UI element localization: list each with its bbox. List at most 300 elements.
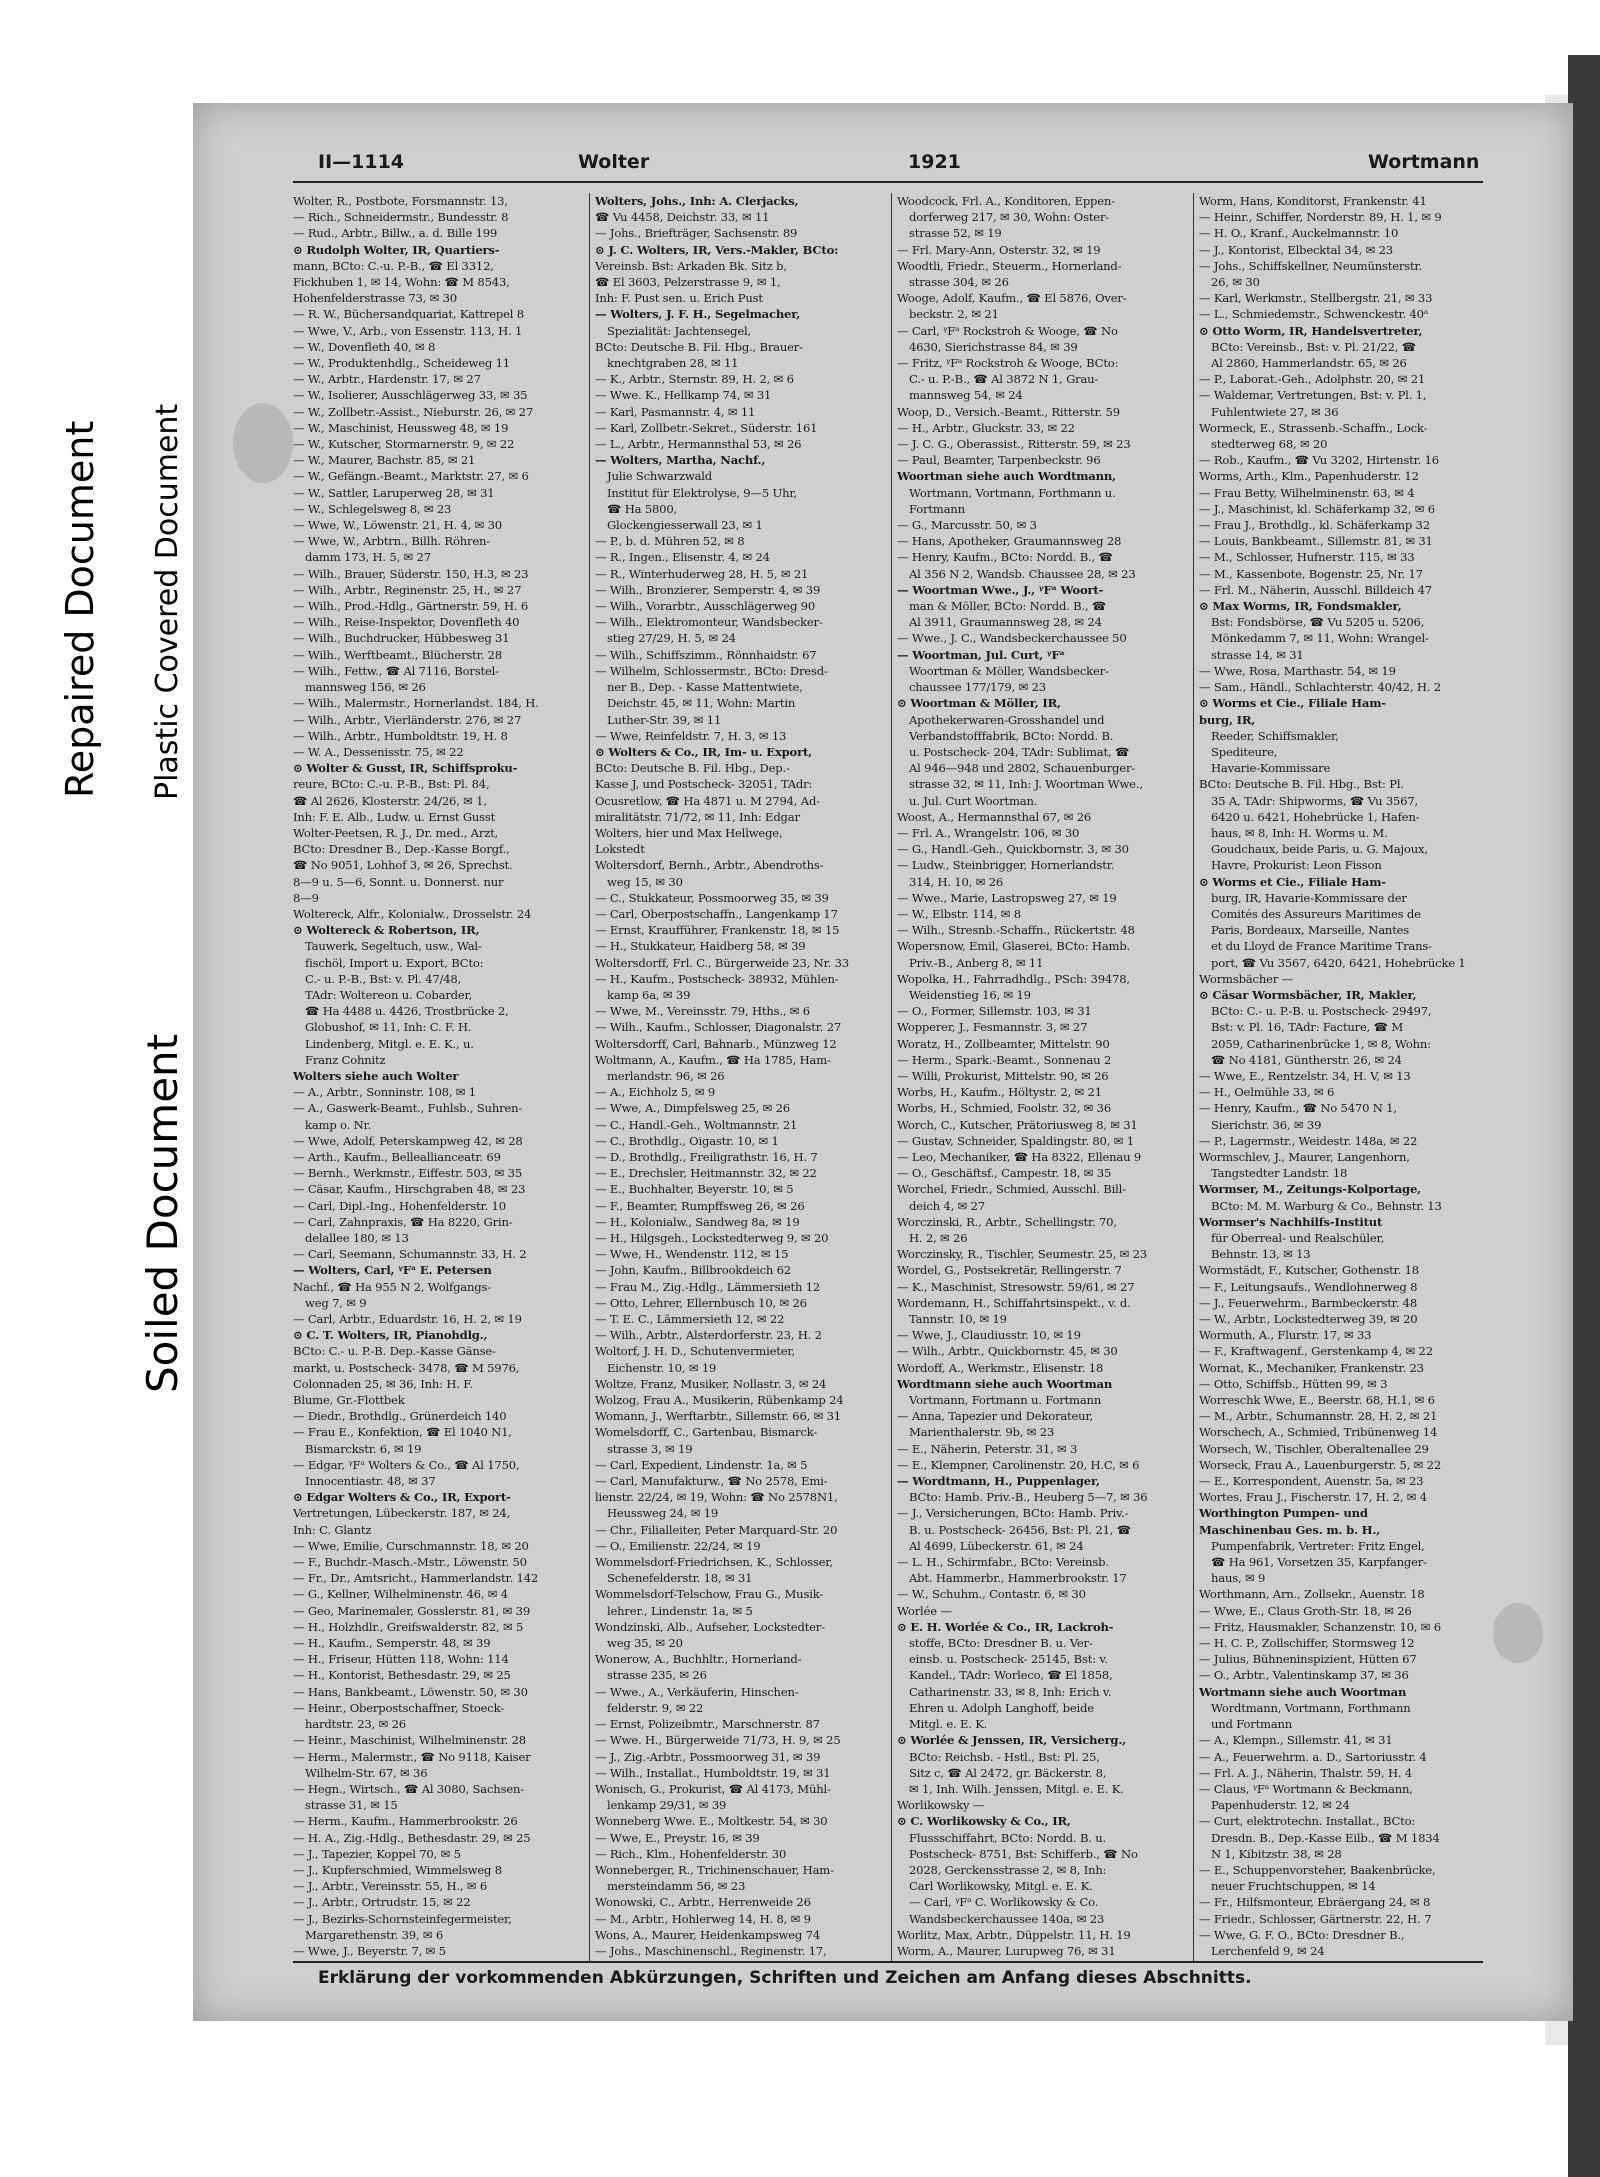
directory-entry: — Cäsar, Kaufm., Hirschgraben 48, ✉ 23	[293, 1182, 526, 1197]
column-2	[595, 193, 885, 1961]
directory-entry: Spediteure,	[1211, 744, 1278, 759]
directory-entry: Al 3911, Graumannsweg 28, ✉ 24	[909, 615, 1102, 630]
directory-entry: — Ernst, Kraufführer, Frankenstr. 18, ✉ 15	[595, 923, 840, 938]
directory-entry: ⊙ Wolters & Co., IR, Im- u. Export,	[595, 744, 812, 759]
header-year: 1921	[908, 151, 961, 173]
directory-entry: port, ☎ Vu 3567, 6420, 6421, Hohebrücke 1	[1211, 955, 1466, 970]
directory-entry: — Wilh., Installat., Humboldtstr. 19, ✉ 31	[595, 1765, 831, 1780]
directory-entry: Woltersdorff, Frl. C., Bürgerweide 23, Nr. 33	[595, 955, 849, 970]
directory-entry: — Henry, Kaufm., ☎ No 5470 N 1,	[1199, 1101, 1397, 1116]
directory-entry: Goudchaux, beide Paris, u. G. Majoux,	[1211, 842, 1428, 857]
directory-entry: — W. A., Dessenisstr. 75, ✉ 22	[293, 744, 464, 759]
directory-entry: — Wilh., Malermstr., Hornerlandst. 184, H.	[293, 696, 539, 711]
directory-entry: — Edgar, ᵞFᵃ Wolters & Co., ☎ Al 1750,	[293, 1457, 520, 1472]
directory-entry: Postscheck- 8751, Bst: Schifferb., ☎ No	[909, 1846, 1138, 1861]
directory-entry: Spezialität: Jachtensegel,	[607, 323, 751, 338]
directory-entry: — Hans, Bankbeamt., Löwenstr. 50, ✉ 30	[293, 1684, 528, 1699]
directory-entry: — Willi, Prokurist, Mittelstr. 90, ✉ 26	[897, 1068, 1109, 1083]
directory-entry: — Louis, Bankbeamt., Sillemstr. 81, ✉ 31	[1199, 534, 1433, 549]
directory-entry: 2028, Gerckensstrasse 2, ✉ 8, Inh:	[909, 1862, 1107, 1877]
directory-entry: ⊙ E. H. Worlée & Co., IR, Lackroh-	[897, 1619, 1114, 1634]
directory-entry: haus, ✉ 9	[1211, 1571, 1266, 1586]
directory-entry: weg 15, ✉ 30	[607, 874, 683, 889]
directory-entry: 2059, Catharinenbrücke 1, ✉ 8, Wohn:	[1211, 1036, 1431, 1051]
directory-entry: — E., Klempner, Carolinenstr. 20, H.C, ✉ 6	[897, 1457, 1140, 1472]
directory-entry: Wondzinski, Alb., Aufseher, Lockstedter-	[595, 1619, 825, 1634]
directory-entry: — Curt, elektrotechn. Installat., BCto:	[1199, 1814, 1416, 1829]
directory-entry: Lindenberg, Mitgl. e. E. K., u.	[305, 1036, 474, 1051]
directory-entry: — Herm., Kaufm., Hammerbrookstr. 26	[293, 1814, 518, 1829]
directory-entry: ☎ No 4181, Güntherstr. 26, ✉ 24	[1211, 1052, 1402, 1067]
directory-entry: — Carl, Expedient, Lindenstr. 1a, ✉ 5	[595, 1457, 808, 1472]
directory-entry: stedterweg 68, ✉ 20	[1211, 437, 1328, 452]
directory-entry: — Heinr., Oberpostschaffner, Stoeck-	[293, 1700, 504, 1715]
directory-entry: 6420 u. 6421, Hohebrücke 1, Hafen-	[1211, 809, 1420, 824]
directory-entry: lenkamp 29/31, ✉ 39	[607, 1798, 727, 1813]
directory-entry: lehrer., Lindenstr. 1a, ✉ 5	[607, 1603, 753, 1618]
directory-entry: — O., Arbtr., Valentinskamp 37, ✉ 36	[1199, 1668, 1409, 1683]
directory-entry: — Wolters, Martha, Nachf.,	[595, 453, 766, 468]
directory-entry: BCto: M. M. Warburg & Co., Behnstr. 13	[1211, 1198, 1442, 1213]
directory-entry: — W., Arbtr., Lockstedterweg 39, ✉ 20	[1199, 1312, 1418, 1327]
directory-entry: — Rob., Kaufm., ☎ Vu 3202, Hirtenstr. 16	[1199, 453, 1439, 468]
directory-entry: — Carl, Manufakturw., ☎ No 2578, Emi-	[595, 1474, 828, 1489]
directory-entry: BCto: Deutsche B. Fil. Hbg., Bst: Pl.	[1199, 777, 1404, 792]
directory-entry: BCto: Deutsche B. Fil. Hbg., Brauer-	[595, 339, 803, 354]
directory-entry: — Hans, Apotheker, Graumannsweg 28	[897, 534, 1122, 549]
directory-entry: Behnstr. 13, ✉ 13	[1211, 1247, 1311, 1262]
directory-entry: — Wilh., Reise-Inspektor, Dovenfleth 40	[293, 615, 520, 630]
directory-entry: Innocentiastr. 48, ✉ 37	[305, 1474, 436, 1489]
directory-entry: — Johs., Maschinenschl., Reginenstr. 17,	[595, 1943, 827, 1958]
directory-entry: — W., Elbstr. 114, ✉ 8	[897, 906, 1021, 921]
directory-entry: — Wilh., Arbtr., Alsterdorferstr. 23, H. 2	[595, 1328, 822, 1343]
directory-entry: markt, u. Postscheck- 3478, ☎ M 5976,	[293, 1360, 520, 1375]
directory-entry: — Carl, Zahnpraxis, ☎ Ha 8220, Grin-	[293, 1214, 513, 1229]
directory-entry: — H., Kaufm., Semperstr. 48, ✉ 39	[293, 1636, 491, 1651]
directory-entry: — Wwe, J., Claudiusstr. 10, ✉ 19	[897, 1328, 1081, 1343]
directory-entry: Worbs, H., Kaufm., Höltystr. 2, ✉ 21	[897, 1085, 1102, 1100]
directory-entry: Fuhlentwiete 27, ✉ 36	[1211, 404, 1339, 419]
directory-entry: Al 2860, Hammerlandstr. 65, ✉ 26	[1211, 356, 1407, 371]
directory-entry: — Wilh., Stresnb.-Schaffn., Rückertstr. 48	[897, 923, 1135, 938]
label-repaired-document: Repaired Document	[58, 420, 102, 798]
directory-entry: u. Postscheck- 204, TAdr: Sublimat, ☎	[909, 744, 1130, 759]
stain	[233, 403, 293, 483]
directory-entry: — G., Kellner, Wilhelminenstr. 46, ✉ 4	[293, 1587, 508, 1602]
directory-entry: — Wwe, G. F. O., BCto: Dresdner B.,	[1199, 1927, 1405, 1942]
directory-entry: Lerchenfeld 9, ✉ 24	[1211, 1943, 1325, 1958]
directory-entry: — O., Geschäftsf., Campestr. 18, ✉ 35	[897, 1166, 1112, 1181]
directory-entry: — J., Arbtr., Ortrudstr. 15, ✉ 22	[293, 1895, 471, 1910]
directory-entry: Worczinski, R., Arbtr., Schellingstr. 70,	[897, 1214, 1117, 1229]
directory-entry: Reeder, Schiffsmakler,	[1211, 728, 1339, 743]
directory-entry: — Fr., Dr., Amtsricht., Hammerlandstr. 142	[293, 1571, 539, 1586]
header-rule	[293, 181, 1483, 183]
directory-entry: — Wwe, J., Beyerstr. 7, ✉ 5	[293, 1943, 446, 1958]
directory-entry: — G., Marcusstr. 50, ✉ 3	[897, 518, 1037, 533]
directory-entry: — Wilh., Fettw., ☎ Al 7116, Borstel-	[293, 663, 499, 678]
directory-entry: Wopolka, H., Fahrradhdlg., PSch: 39478,	[897, 971, 1130, 986]
directory-entry: — W., Dovenfleth 40, ✉ 8	[293, 339, 436, 354]
directory-entry: mannsweg 156, ✉ 26	[305, 680, 426, 695]
directory-entry: — A., Arbtr., Sonninstr. 108, ✉ 1	[293, 1085, 476, 1100]
directory-entry: — Karl, Pasmannstr. 4, ✉ 11	[595, 404, 756, 419]
directory-entry: — M., Arbtr., Schumannstr. 28, H. 2, ✉ 21	[1199, 1409, 1438, 1424]
directory-entry: Woop, D., Versich.-Beamt., Ritterstr. 59	[897, 404, 1120, 419]
directory-entry: — D., Brothdlg., Freiligrathstr. 16, H. 7	[595, 1149, 818, 1164]
directory-entry: Wormuth, A., Flurstr. 17, ✉ 33	[1199, 1328, 1372, 1343]
directory-entry: Wonneberg Wwe. E., Moltkestr. 54, ✉ 30	[595, 1814, 828, 1829]
directory-entry: Sitz c, ☎ Al 2472, gr. Bäckerstr. 8,	[909, 1765, 1107, 1780]
directory-entry: Weidenstieg 16, ✉ 19	[909, 987, 1031, 1002]
directory-entry: — H. A., Zig.-Hdlg., Bethesdastr. 29, ✉ 25	[293, 1830, 531, 1845]
directory-entry: Wolters siehe auch Wolter	[293, 1068, 459, 1083]
directory-entry: Catharinenstr. 33, ✉ 8, Inh: Erich v.	[909, 1684, 1112, 1699]
directory-entry: — J., Versicherungen, BCto: Hamb. Priv.-	[897, 1506, 1129, 1521]
directory-entry: — W., Isolierer, Ausschlägerweg 33, ✉ 35	[293, 388, 528, 403]
directory-entry: — Herm., Malermstr., ☎ No 9118, Kaiser	[293, 1749, 531, 1764]
directory-entry: ✉ 1, Inh. Wilh. Jenssen, Mitgl. e. E. K.	[909, 1781, 1124, 1796]
directory-entry: Woltersdorff, Carl, Bahnarb., Münzweg 12	[595, 1036, 837, 1051]
directory-entry: — Leo, Mechaniker, ☎ Ha 8322, Ellenau 9	[897, 1149, 1142, 1164]
directory-entry: — G., Handl.-Geh., Quickbornstr. 3, ✉ 30	[897, 842, 1129, 857]
directory-entry: — Wwe. K., Hellkamp 74, ✉ 31	[595, 388, 772, 403]
directory-entry: — Wordtmann, H., Puppenlager,	[897, 1474, 1100, 1489]
directory-entry: Wolzog, Frau A., Musikerin, Rübenkamp 24	[595, 1393, 844, 1408]
directory-entry: miralitätstr. 71/72, ✉ 11, Inh: Edgar	[595, 809, 800, 824]
directory-entry: — W., Schuhm., Contastr. 6, ✉ 30	[897, 1587, 1086, 1602]
directory-entry: BCto: Dresdner B., Dep.-Kasse Borgf.,	[293, 842, 510, 857]
directory-entry: Wormstädt, F., Kutscher, Gothenstr. 18	[1199, 1263, 1419, 1278]
directory-entry: — C., Stukkateur, Possmoorweg 35, ✉ 39	[595, 890, 829, 905]
directory-entry: ☎ Vu 4458, Deichstr. 33, ✉ 11	[595, 210, 770, 225]
directory-entry: Carl Worlikowsky, Mitgl. e. E. K.	[909, 1879, 1093, 1894]
directory-entry: stieg 27/29, H. 5, ✉ 24	[607, 631, 736, 646]
directory-entry: — Woortman Wwe., J., ᵞFᵃ Woort-	[897, 582, 1104, 597]
directory-entry: chaussee 177/179, ✉ 23	[909, 680, 1046, 695]
directory-entry: — H., Hilgsgeh., Lockstedterweg 9, ✉ 20	[595, 1231, 829, 1245]
directory-entry: Wornat, K., Mechaniker, Frankenstr. 23	[1199, 1360, 1424, 1375]
directory-entry: Wandsbeckerchaussee 140a, ✉ 23	[909, 1911, 1105, 1926]
directory-entry: Tannstr. 10, ✉ 19	[909, 1312, 1007, 1327]
directory-entry: — H., Arbtr., Gluckstr. 33, ✉ 22	[897, 420, 1075, 435]
directory-entry: — Wilh., Kaufm., Schlosser, Diagonalstr. 27	[595, 1020, 842, 1035]
directory-entry: — Ludw., Steinbrigger, Hornerlandstr.	[897, 858, 1115, 873]
directory-entry: Bst: Fondsbörse, ☎ Vu 5205 u. 5206,	[1211, 615, 1425, 630]
directory-entry: ⊙ Worms et Cie., Filiale Ham-	[1199, 696, 1386, 711]
directory-entry: Papenhuderstr. 12, ✉ 24	[1211, 1798, 1350, 1813]
directory-entry: Woodcock, Frl. A., Konditoren, Eppen-	[897, 194, 1115, 208]
directory-entry: — Wilh., Elektromonteur, Wandsbecker-	[595, 615, 823, 630]
directory-entry: — Wwe., Marie, Lastropsweg 27, ✉ 19	[897, 890, 1117, 905]
directory-entry: — Herm., Spark.-Beamt., Sonnenau 2	[897, 1052, 1112, 1067]
directory-entry: — Wilh., Schiffszimm., Rönnhaidstr. 67	[595, 647, 817, 662]
directory-entry: Deichstr. 45, ✉ 11, Wohn: Martin	[607, 696, 796, 711]
directory-entry: für Oberreal- und Realschüler,	[1211, 1231, 1385, 1245]
directory-entry: 8—9	[293, 890, 319, 905]
directory-entry: — Carl, ᵞFᵃ C. Worlikowsky & Co.	[909, 1895, 1099, 1910]
column-divider	[1193, 193, 1194, 1961]
directory-entry: Worlikowsky —	[897, 1798, 985, 1813]
directory-entry: N 1, Kibitzstr. 38, ✉ 28	[1211, 1846, 1342, 1861]
directory-entry: Woortman & Möller, Wandsbecker-	[909, 663, 1109, 678]
directory-entry: — R., Winterhuderweg 28, H. 5, ✉ 21	[595, 566, 809, 581]
directory-entry: — Rich., Klm., Hohenfelderstr. 30	[595, 1846, 787, 1861]
directory-entry: ⊙ Rudolph Wolter, IR, Quartiers-	[293, 242, 500, 257]
directory-entry: BCto: Hamb. Priv.-B., Heuberg 5—7, ✉ 36	[909, 1490, 1148, 1505]
directory-entry: — Wwe, E., Preystr. 16, ✉ 39	[595, 1830, 760, 1845]
directory-entry: — H., Kaufm., Postscheck- 38932, Mühlen-	[595, 971, 839, 986]
directory-entry: — J., Kontorist, Elbecktal 34, ✉ 23	[1199, 242, 1393, 257]
directory-entry: ⊙ C. Worlikowsky & Co., IR,	[897, 1814, 1071, 1829]
directory-entry: kamp o. Nr.	[305, 1117, 372, 1132]
directory-entry: Pumpenfabrik, Vertreter: Fritz Engel,	[1211, 1538, 1425, 1553]
directory-entry: strasse 32, ✉ 11, Inh: J. Woortman Wwe.,	[909, 777, 1143, 792]
directory-entry: — Ernst, Polizeibmtr., Marschnerstr. 87	[595, 1717, 820, 1732]
directory-entry: man & Möller, BCto: Nordd. B., ☎	[909, 599, 1107, 614]
directory-entry: Wordtmann, Vortmann, Forthmann	[1211, 1700, 1411, 1715]
directory-entry: — A., Klempn., Sillemstr. 41, ✉ 31	[1199, 1733, 1393, 1748]
directory-entry: Bst: v. Pl. 16, TAdr: Facture, ☎ M	[1211, 1020, 1404, 1035]
directory-entry: Wolter, R., Postbote, Forsmannstr. 13,	[293, 194, 508, 208]
directory-entry: ☎ Ha 5800,	[607, 501, 678, 516]
directory-entry: ⊙ Cäsar Wormsbächer, IR, Makler,	[1199, 987, 1417, 1002]
directory-entry: merlandstr. 96, ✉ 26	[607, 1068, 725, 1083]
directory-entry: — Sam., Händl., Schlachterstr. 40/42, H. 2	[1199, 680, 1441, 695]
directory-entry: ⊙ Otto Worm, IR, Handelsvertreter,	[1199, 323, 1423, 338]
directory-entry: — R., Ingen., Elisenstr. 4, ✉ 24	[595, 550, 770, 565]
directory-entry: Womann, J., Werftarbtr., Sillemstr. 66, ✉ 31	[595, 1409, 841, 1424]
directory-entry: strasse 235, ✉ 26	[607, 1668, 707, 1683]
directory-entry: Comités des Assureurs Maritimes de	[1211, 906, 1421, 921]
directory-entry: — Fritz, Hausmakler, Schanzenstr. 10, ✉ 6	[1199, 1619, 1441, 1634]
directory-entry: Worch, C., Kutscher, Prätoriusweg 8, ✉ 31	[897, 1117, 1138, 1132]
directory-entry: Al 946—948 und 2802, Schauenburger-	[909, 761, 1136, 776]
directory-entry: Wordemann, H., Schiffahrtsinspekt., v. d.	[897, 1295, 1131, 1310]
directory-entry: 4630, Sierichstrasse 84, ✉ 39	[909, 339, 1078, 354]
directory-entry: — Chr., Filialleiter, Peter Marquard-Str. 20	[595, 1522, 838, 1537]
directory-entry: Wonisch, G., Prokurist, ☎ Al 4173, Mühl-	[595, 1781, 831, 1796]
directory-entry: Nachf., ☎ Ha 955 N 2, Wolfgangs-	[293, 1279, 491, 1294]
directory-entry: — W., Kutscher, Stormarnerstr. 9, ✉ 22	[293, 437, 515, 452]
directory-entry: — Carl, Dipl.-Ing., Hohenfelderstr. 10	[293, 1198, 506, 1213]
directory-entry: ☎ Ha 961, Vorsetzen 35, Karpfanger-	[1211, 1555, 1427, 1570]
directory-entry: Woltorf, J. H. D., Schutenvermieter,	[595, 1344, 795, 1359]
directory-entry: Sierichstr. 36, ✉ 39	[1211, 1117, 1322, 1132]
directory-entry: — H., Kolonialw., Sandweg 8a, ✉ 19	[595, 1214, 800, 1229]
directory-entry: Wommelsdorf-Friedrichsen, K., Schlosser,	[595, 1555, 833, 1570]
directory-entry: — Frl. A. J., Näherin, Thalstr. 59, H. 4	[1199, 1765, 1413, 1780]
directory-entry: — Frau Betty, Wilhelminenstr. 63, ✉ 4	[1199, 485, 1415, 500]
directory-entry: Globushof, ✉ 11, Inh: C. F. H.	[305, 1020, 472, 1035]
directory-entry: — F., Leitungsaufs., Wendlohnerweg 8	[1199, 1279, 1418, 1294]
directory-entry: Wonneberger, R., Trichinenschauer, Ham-	[595, 1862, 834, 1877]
directory-entry: Schenefelderstr. 18, ✉ 31	[607, 1571, 753, 1586]
directory-entry: ⊙ C. T. Wolters, IR, Pianohdlg.,	[293, 1328, 488, 1343]
directory-entry: — Wwe, Rosa, Marthastr. 54, ✉ 19	[1199, 663, 1396, 678]
directory-entry: 8—9 u. 5—6, Sonnt. u. Donnerst. nur	[293, 874, 504, 889]
directory-entry: Inh: F. E. Alb., Ludw. u. Ernst Gusst	[293, 809, 496, 824]
directory-entry: Eichenstr. 10, ✉ 19	[607, 1360, 717, 1375]
directory-page	[193, 103, 1573, 2021]
directory-entry: B. u. Postscheck- 26456, Bst: Pl. 21, ☎	[909, 1522, 1131, 1537]
directory-entry: — A., Eichholz 5, ✉ 9	[595, 1085, 716, 1100]
directory-entry: ☎ Al 2626, Klosterstr. 24/26, ✉ 1,	[293, 793, 487, 808]
directory-entry: Wortmann siehe auch Woortman	[1199, 1684, 1407, 1699]
directory-entry: — J., Bezirks-Schornsteinfegermeister,	[293, 1911, 512, 1926]
directory-entry: et du Lloyd de France Maritime Trans-	[1211, 939, 1432, 954]
directory-entry: — Frl. M., Näherin, Ausschl. Billdeich 47	[1199, 582, 1432, 597]
directory-entry: — H., Friseur, Hütten 118, Wohn: 114	[293, 1652, 509, 1667]
directory-entry: strasse 14, ✉ 31	[1211, 647, 1304, 662]
directory-entry: — Diedr., Brothdlg., Grünerdeich 140	[293, 1409, 507, 1424]
directory-entry: — Wolters, Carl, ᵞFᵃ E. Petersen	[293, 1263, 492, 1278]
directory-entry: strasse 31, ✉ 15	[305, 1798, 398, 1813]
directory-entry: — W., Gefängn.-Beamt., Marktstr. 27, ✉ 6	[293, 469, 529, 484]
directory-entry: Worthington Pumpen- und	[1199, 1506, 1368, 1521]
directory-entry: — Rich., Schneidermstr., Bundesstr. 8	[293, 210, 509, 225]
directory-entry: Woodtli, Friedr., Steuerm., Hornerland-	[897, 258, 1122, 273]
directory-entry: — Waldemar, Vertretungen, Bst: v. Pl. 1,	[1199, 388, 1427, 403]
directory-entry: — A., Feuerwehrm. a. D., Sartoriusstr. 4	[1199, 1749, 1427, 1764]
directory-entry: hardtstr. 23, ✉ 26	[305, 1717, 406, 1732]
column-divider	[589, 193, 590, 1961]
directory-entry: ⊙ Worlée & Jenssen, IR, Versicherg.,	[897, 1733, 1127, 1748]
label-soiled-document: Soiled Document	[138, 1033, 187, 1393]
directory-entry: fischöl, Import u. Export, BCto:	[305, 955, 484, 970]
directory-entry: Inh: C. Glantz	[293, 1522, 372, 1537]
directory-entry: Tauwerk, Segeltuch, usw., Wal-	[305, 939, 482, 954]
directory-entry: Wormser, M., Zeitungs-Kolportage,	[1199, 1182, 1421, 1197]
directory-entry: Marienthalerstr. 9b, ✉ 23	[909, 1425, 1055, 1440]
directory-entry: ⊙ Edgar Wolters & Co., IR, Export-	[293, 1490, 511, 1505]
directory-entry: — Wwe. H., Bürgerweide 71/73, H. 9, ✉ 25	[595, 1733, 841, 1748]
directory-entry: Institut für Elektrolyse, 9—5 Uhr,	[607, 485, 797, 500]
directory-entry: Fortmann	[909, 501, 965, 516]
directory-entry: — Anna, Tapezier und Dekorateur,	[897, 1409, 1093, 1424]
directory-entry: Heussweg 24, ✉ 19	[607, 1506, 719, 1521]
directory-entry: Mönkedamm 7, ✉ 11, Wohn: Wrangel-	[1211, 631, 1429, 646]
directory-entry: — C., Handl.-Geh., Woltmannstr. 21	[595, 1117, 798, 1132]
directory-entry: — Hegn., Wirtsch., ☎ Al 3080, Sachsen-	[293, 1781, 524, 1796]
directory-entry: — Frau M., Zig.-Hdlg., Lämmersieth 12	[595, 1279, 821, 1294]
directory-entry: — Johs., Schiffskellner, Neumünsterstr.	[1199, 258, 1422, 273]
directory-entry: Wortes, Frau J., Fischerstr. 17, H. 2, ✉ 4	[1199, 1490, 1427, 1505]
directory-entry: — W., Zollbetr.-Assist., Nieburstr. 26, ✉ 27	[293, 404, 533, 419]
directory-entry: — Wwe., A., Verkäuferin, Hinschen-	[595, 1684, 799, 1699]
directory-entry: — Frl. A., Wrangelstr. 106, ✉ 30	[897, 825, 1080, 840]
directory-entry: — Karl, Zollbetr.-Sekret., Süderstr. 161	[595, 420, 818, 435]
directory-entry: H. 2, ✉ 26	[909, 1231, 968, 1245]
directory-entry: ☎ Ha 4488 u. 4426, Trostbrücke 2,	[305, 1004, 509, 1019]
directory-entry: Dresdn. B., Dep.-Kasse Eilb., ☎ M 1834	[1211, 1830, 1440, 1845]
directory-entry: BCto: C.- u. P.-B. Dep.-Kasse Gänse-	[293, 1344, 496, 1359]
directory-entry: Kandel., TAdr: Worleco, ☎ El 1858,	[909, 1668, 1113, 1683]
directory-entry: — M., Kassenbote, Bogenstr. 25, Nr. 17	[1199, 566, 1423, 581]
directory-entry: Wormsbächer —	[1199, 971, 1293, 986]
directory-entry: — Wwe, M., Vereinsstr. 79, Hths., ✉ 6	[595, 1004, 810, 1019]
directory-entry: — F., Kraftwagenf., Gerstenkamp 4, ✉ 22	[1199, 1344, 1433, 1359]
directory-entry: — Fr., Hilfsmonteur, Ebräergang 24, ✉ 8	[1199, 1895, 1431, 1910]
directory-entry: — Wilh., Buchdrucker, Hübbesweg 31	[293, 631, 510, 646]
directory-entry: — J., Arbtr., Vereinsstr. 55, H., ✉ 6	[293, 1879, 488, 1894]
directory-entry: — Fritz, ᵞFᵃ Rockstroh & Wooge, BCto:	[897, 356, 1119, 371]
directory-entry: — E., Drechsler, Heitmannstr. 32, ✉ 22	[595, 1166, 817, 1181]
directory-entry: Lokstedt	[595, 842, 645, 857]
directory-entry: Worreschk Wwe, E., Beerstr. 68, H.1, ✉ 6	[1199, 1393, 1435, 1408]
directory-entry: BCto: C.- u. P.-B. u. Postscheck- 29497,	[1211, 1004, 1432, 1019]
directory-entry: burg, IR, Havarie-Kommissare der	[1211, 890, 1407, 905]
directory-entry: — Arth., Kaufm., Belleallianceatr. 69	[293, 1149, 501, 1164]
directory-entry: einsb. u. Postscheck- 25145, Bst: v.	[909, 1652, 1108, 1667]
directory-entry: Wonerow, A., Buchhltr., Hornerland-	[595, 1652, 802, 1667]
directory-entry: Wordtmann siehe auch Woortman	[897, 1376, 1113, 1391]
directory-entry: — Wilh., Arbtr., Reginenstr. 25, H., ✉ 27	[293, 582, 522, 597]
directory-entry: Apothekerwaren-Grosshandel und	[909, 712, 1105, 727]
directory-entry: — Carl, ᵞFᵃ Rockstroh & Wooge, ☎ No	[897, 323, 1118, 338]
directory-entry: Glockengiesserwall 23, ✉ 1	[607, 518, 763, 533]
directory-entry: Woltersdorf, Bernh., Arbtr., Abendroths-	[595, 858, 824, 873]
directory-entry: beckstr. 2, ✉ 21	[909, 307, 999, 322]
directory-entry: — Carl, Seemann, Schumannstr. 33, H. 2	[293, 1247, 527, 1262]
page-header	[318, 151, 1493, 177]
directory-entry: — O., Former, Sillemstr. 103, ✉ 31	[897, 1004, 1092, 1019]
directory-entry: Vertretungen, Lübeckerstr. 187, ✉ 24,	[293, 1506, 511, 1521]
directory-entry: — H., Stukkateur, Haidberg 58, ✉ 39	[595, 939, 806, 954]
column-divider	[891, 193, 892, 1961]
directory-entry: — Frl. Mary-Ann, Osterstr. 32, ✉ 19	[897, 242, 1101, 257]
directory-entry: — J., Zig.-Arbtr., Possmoorweg 31, ✉ 39	[595, 1749, 821, 1764]
directory-entry: weg 35, ✉ 20	[607, 1636, 683, 1651]
directory-entry: — L. H., Schirmfabr., BCto: Vereinsb.	[897, 1555, 1109, 1570]
directory-entry: — E., Näherin, Peterstr. 31, ✉ 3	[897, 1441, 1078, 1456]
directory-entry: — Paul, Beamter, Tarpenbeckstr. 96	[897, 453, 1101, 468]
directory-entry: — Wwe., J. C., Wandsbeckerchaussee 50	[897, 631, 1127, 646]
directory-entry: — L., Arbtr., Hermannsthal 53, ✉ 26	[595, 437, 802, 452]
header-first-name: Wolter	[578, 151, 650, 173]
directory-entry: Worschech, A., Schmied, Tribünenweg 14	[1199, 1425, 1438, 1440]
directory-entry: — F., Buchdr.-Masch.-Mstr., Löwenstr. 50	[293, 1555, 527, 1570]
directory-entry: — C., Brothdlg., Oigastr. 10, ✉ 1	[595, 1133, 779, 1148]
directory-entry: Wonowski, C., Arbtr., Herrenweide 26	[595, 1895, 811, 1910]
directory-entry: — Wilh., Arbtr., Vierländerstr. 276, ✉ 27	[293, 712, 522, 727]
directory-entry: — Frau J., Brothdlg., kl. Schäferkamp 32	[1199, 518, 1430, 533]
directory-entry: Worsech, W., Tischler, Oberaltenallee 29	[1199, 1441, 1429, 1456]
directory-entry: Wormser's Nachhilfs-Institut	[1199, 1214, 1383, 1229]
directory-entry: — W., Maschinist, Heussweg 48, ✉ 19	[293, 420, 509, 435]
directory-entry: — Wwe, A., Dimpfelsweg 25, ✉ 26	[595, 1101, 790, 1116]
directory-entry: Wooge, Adolf, Kaufm., ☎ El 5876, Over-	[897, 291, 1127, 306]
directory-entry: — J. C. G., Oberassist., Ritterstr. 59, ✉ 23	[897, 437, 1131, 452]
directory-entry: Abt. Hammerbr., Hammerbrookstr. 17	[909, 1571, 1127, 1586]
directory-entry: ⊙ J. C. Wolters, IR, Vers.-Makler, BCto:	[595, 242, 839, 257]
directory-entry: — L., Schmiedemstr., Schwenckestr. 40ᵃ	[1199, 307, 1429, 322]
directory-entry: knechtgraben 28, ✉ 11	[607, 356, 739, 371]
directory-entry: — Henry, Kaufm., BCto: Nordd. B., ☎	[897, 550, 1113, 565]
directory-entry: — Heinr., Schiffer, Norderstr. 89, H. 1, ✉ 9	[1199, 210, 1442, 225]
directory-entry: — Wilh., Werftbeamt., Blücherstr. 28	[293, 647, 503, 662]
directory-entry: — Wilh., Arbtr., Humboldtstr. 19, H. 8	[293, 728, 508, 743]
directory-entry: Worchel, Friedr., Schmied, Ausschl. Bill-	[897, 1182, 1126, 1197]
directory-entry: Inh: F. Pust sen. u. Erich Pust	[595, 291, 763, 306]
directory-entry: ⊙ Worms et Cie., Filiale Ham-	[1199, 874, 1386, 889]
directory-entry: — W., Schlegelsweg 8, ✉ 23	[293, 501, 452, 516]
directory-entry: — Wwe, V., Arb., von Essenstr. 113, H. 1	[293, 323, 523, 338]
directory-entry: — Carl, Oberpostschaffn., Langenkamp 17	[595, 906, 838, 921]
footer-note: Erklärung der vorkommenden Abkürzungen, Schriften und Zeichen am Anfang dieses Abschnitts.	[318, 1968, 1252, 1988]
directory-entry: — J., Maschinist, kl. Schäferkamp 32, ✉ 6	[1199, 501, 1435, 516]
